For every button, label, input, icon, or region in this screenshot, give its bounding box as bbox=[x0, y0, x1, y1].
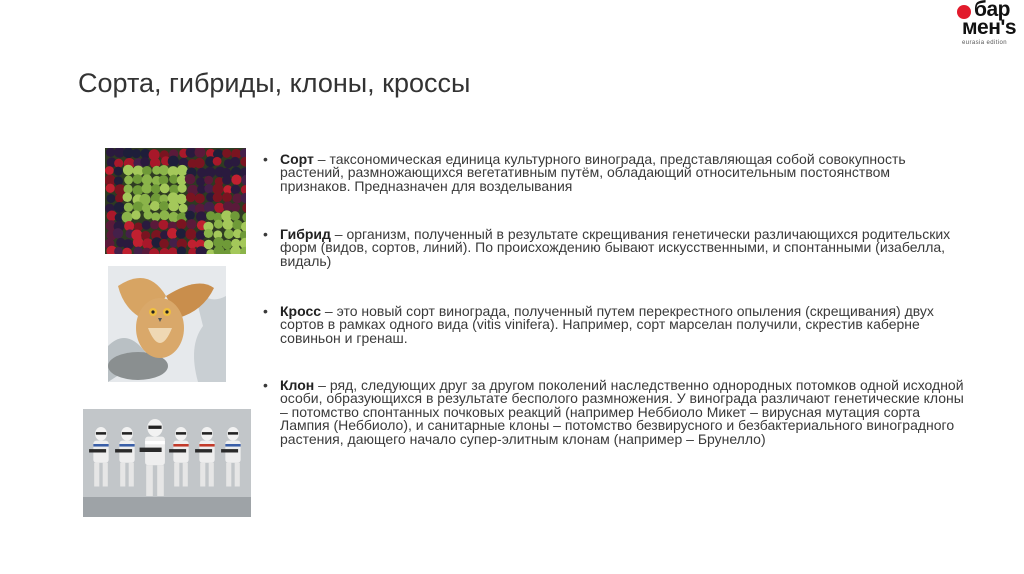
grape-berry bbox=[159, 175, 169, 185]
grape-berry bbox=[124, 203, 133, 212]
grape-berry bbox=[159, 220, 169, 230]
owl-image bbox=[108, 266, 226, 382]
bullet: • bbox=[263, 377, 268, 393]
grape-berry bbox=[176, 228, 186, 238]
definition-hybrid: – организм, полученный в результате скрещивания генетически различающихся родительских форм (видов, сортов, линий). По происхождению бывают искусственными, и спонтанными (изабелла, видаль) bbox=[280, 226, 951, 269]
definition-clone: – ряд, следующих друг за другом поколений наследственно однородных потомков одной исходной особи, образующихся в результате бесполого размножения. У винограда различают генетические клоны – потомство спонтанных почковых реакций (например Неббиоло Микет – вирусная мутация сорта Лампия (Неббиоло), и санитарные клоны – потомство безвирусного и безбактериального виноградного растения, дающего начало супер-элитным клонам (например – Брунелло) bbox=[280, 377, 964, 447]
troopers-illustration bbox=[83, 409, 251, 517]
grape-berry bbox=[159, 165, 169, 175]
grape-berry bbox=[176, 219, 186, 229]
grape-berry bbox=[106, 184, 115, 193]
grape-berry bbox=[168, 156, 179, 167]
logo-edition: eurasia edition bbox=[962, 40, 1008, 46]
grape-berry bbox=[151, 184, 161, 194]
clone-troopers-image bbox=[83, 409, 251, 517]
bullet: • bbox=[263, 226, 268, 242]
grape-berry bbox=[151, 212, 160, 221]
grape-berry bbox=[114, 159, 123, 168]
grape-berry bbox=[106, 148, 115, 157]
grape-berry bbox=[204, 202, 215, 213]
list-item-clone bbox=[263, 379, 970, 446]
grape-berry bbox=[168, 201, 179, 212]
grape-berry bbox=[232, 220, 242, 230]
grape-berry bbox=[204, 184, 213, 193]
bullet: • bbox=[263, 151, 268, 167]
definition-sort: – таксономическая единица культурного винограда, представляющая собой совокупность растений, размножающихся вегетативным путём, обладающий относительным постоянством признаков. Предназначен для возделывания bbox=[280, 151, 906, 194]
list-item-cross bbox=[263, 305, 970, 345]
grape-berry bbox=[224, 229, 234, 239]
grape-berry bbox=[122, 212, 133, 223]
grape-berry bbox=[231, 185, 241, 195]
list-item-sort bbox=[263, 153, 960, 193]
grape-berry bbox=[150, 201, 160, 211]
grape-berry bbox=[150, 220, 159, 229]
grape-berry bbox=[142, 183, 153, 194]
grape-berry bbox=[213, 157, 222, 166]
slide-title: Сорта, гибриды, клоны, кроссы bbox=[78, 68, 471, 98]
grape-berry bbox=[131, 210, 140, 219]
term-hybrid: Гибрид bbox=[280, 226, 331, 242]
grape-berry bbox=[222, 175, 231, 184]
grape-berry bbox=[231, 175, 241, 185]
grape-berry bbox=[114, 167, 123, 176]
brand-logo bbox=[952, 0, 1024, 50]
grape-berry bbox=[204, 229, 213, 238]
grape-berry bbox=[230, 211, 240, 221]
grape-berry bbox=[185, 229, 196, 240]
grape-berry bbox=[133, 174, 143, 184]
grape-berry bbox=[105, 166, 114, 175]
grape-berry bbox=[194, 158, 204, 168]
grape-berry bbox=[114, 202, 125, 213]
logo-line2: мен's bbox=[962, 16, 1017, 39]
grape-berry bbox=[115, 194, 124, 203]
term-sort: Сорт bbox=[280, 151, 314, 167]
grape-berry bbox=[114, 176, 123, 185]
grape-berry bbox=[204, 240, 214, 250]
definition-cross: – это новый сорт винограда, полученный путем перекрестного опыления (скрещивания) двух сортов в рамках одного вида (vitis vinifera). Например, сорт марселан получили, скрестив каберне совиньон и гренаш. bbox=[280, 303, 934, 346]
grape-berry bbox=[159, 210, 169, 220]
grape-berry bbox=[123, 184, 132, 193]
grapes-image bbox=[105, 148, 246, 254]
grape-berry bbox=[132, 149, 141, 158]
grape-berry bbox=[123, 192, 133, 202]
list-item-hybrid bbox=[263, 228, 970, 268]
grape-berry bbox=[144, 211, 153, 220]
grape-berry bbox=[186, 219, 196, 229]
grape-berry bbox=[222, 149, 231, 158]
grape-berry bbox=[186, 193, 196, 203]
grape-berry bbox=[177, 165, 188, 176]
grape-berry bbox=[140, 157, 150, 167]
grape-berry bbox=[178, 184, 187, 193]
grape-berry bbox=[188, 240, 197, 249]
grapes-illustration bbox=[105, 148, 246, 254]
term-cross: Кросс bbox=[280, 303, 322, 319]
term-clone: Клон bbox=[280, 377, 315, 393]
grape-berry bbox=[231, 203, 240, 212]
grape-berry bbox=[133, 237, 144, 248]
logo-line1: бар bbox=[974, 0, 1010, 21]
grape-berry bbox=[204, 176, 213, 185]
grape-berry bbox=[223, 219, 234, 230]
grape-berry bbox=[159, 239, 169, 249]
grape-berry bbox=[142, 221, 151, 230]
owl-illustration bbox=[108, 266, 226, 382]
grape-berry bbox=[230, 157, 240, 167]
grape-berry bbox=[133, 201, 144, 212]
grape-berry bbox=[222, 240, 232, 250]
grape-berry bbox=[179, 204, 188, 213]
grape-berry bbox=[133, 185, 143, 195]
grape-berry bbox=[142, 166, 152, 176]
grape-berry bbox=[195, 193, 205, 203]
grape-berry bbox=[213, 193, 223, 203]
grape-berry bbox=[214, 220, 223, 229]
grape-berry bbox=[185, 174, 196, 185]
grape-berry bbox=[106, 194, 115, 203]
grape-berry bbox=[214, 203, 224, 213]
grape-berry bbox=[124, 176, 133, 185]
grape-berry bbox=[113, 228, 123, 238]
grape-berry bbox=[196, 230, 206, 240]
grape-berry bbox=[160, 184, 170, 194]
grape-berry bbox=[196, 177, 205, 186]
grape-berry bbox=[185, 211, 195, 221]
grape-berry bbox=[222, 192, 232, 202]
grape-berry bbox=[159, 201, 169, 211]
grape-berry bbox=[123, 165, 134, 176]
bullet: • bbox=[263, 303, 268, 319]
